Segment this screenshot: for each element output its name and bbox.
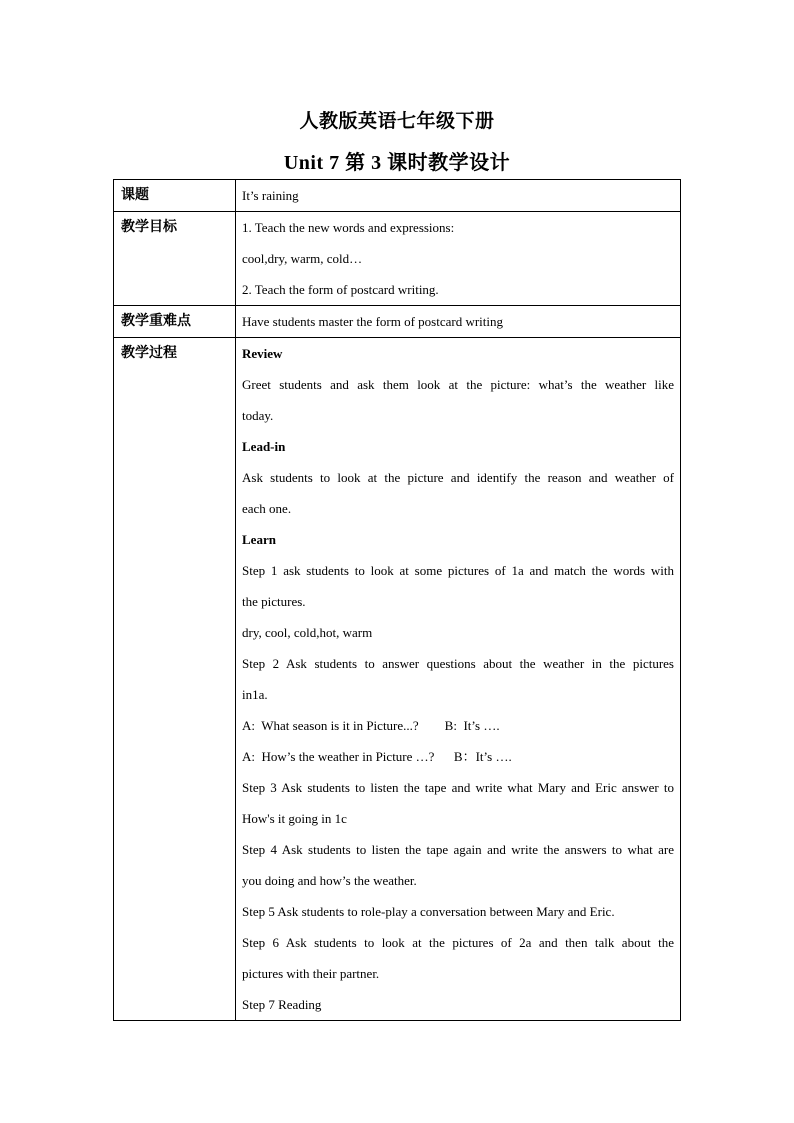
process-line: Step 6 Ask students to look at the pictures of 2a and then talk about the [242, 935, 674, 950]
process-line: Ask students to look at the picture and identify the reason and weather of [242, 470, 674, 485]
process-line: How's it going in 1c [242, 811, 347, 826]
objective-line: cool,dry, warm, cold… [242, 251, 363, 266]
process-line: Step 5 Ask students to role-play a conversation between Mary and Eric. [242, 904, 615, 919]
key-points-label: 教学重难点 [114, 306, 236, 338]
table-row-objectives [114, 212, 681, 306]
process-line: Step 7 Reading [242, 997, 322, 1012]
process-line: Step 4 Ask students to listen the tape again and write the answers to what are [242, 842, 674, 857]
section-heading-review: Review [242, 346, 283, 361]
table-row-topic [114, 180, 681, 212]
process-line: you doing and how’s the weather. [242, 873, 417, 888]
objective-line: 1. Teach the new words and expressions: [242, 220, 455, 235]
process-line: pictures with their partner. [242, 966, 380, 981]
process-line: each one. [242, 501, 292, 516]
objective-line: 2. Teach the form of postcard writing. [242, 282, 439, 297]
process-line: in1a. [242, 687, 268, 702]
process-line: Step 2 Ask students to answer questions about the weather in the pictures [242, 656, 674, 671]
topic-text: It’s raining [242, 188, 299, 203]
key-points-content [236, 306, 681, 338]
process-line: A: What season is it in Picture...? B: It’s …. [242, 718, 500, 733]
topic-label: 课题 [114, 180, 236, 212]
objectives-label: 教学目标 [114, 212, 236, 306]
process-content [236, 338, 681, 1021]
document-subtitle: Unit 7 第 3 课时教学设计 [283, 152, 511, 174]
key-points-text: Have students master the form of postcard writing [242, 314, 504, 329]
process-label: 教学过程 [114, 338, 236, 1021]
document-title: 人教版英语七年级下册 [299, 110, 495, 132]
table-row-key-points [114, 306, 681, 338]
topic-content [236, 180, 681, 212]
process-line: Step 3 Ask students to listen the tape and write what Mary and Eric answer to [242, 780, 674, 795]
lesson-plan-table [113, 179, 681, 1021]
process-line: A: How’s the weather in Picture …? B：It’s …. [242, 749, 512, 764]
process-line: the pictures. [242, 594, 306, 609]
process-line: Step 1 ask students to look at some pictures of 1a and match the words with [242, 563, 674, 578]
section-heading-learn: Learn [242, 532, 276, 547]
process-line: Greet students and ask them look at the picture: what’s the weather like [242, 377, 674, 392]
process-line: dry, cool, cold,hot, warm [242, 625, 373, 640]
process-line: today. [242, 408, 274, 423]
section-heading-lead-in: Lead-in [242, 439, 286, 454]
objectives-content [236, 212, 681, 306]
table-row-process [114, 338, 681, 1021]
